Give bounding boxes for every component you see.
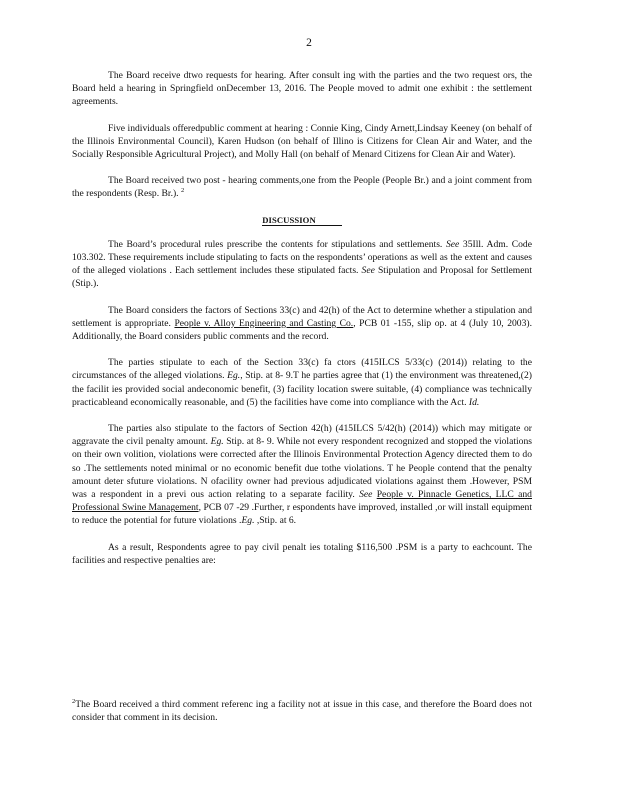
citation-signal: See (445, 238, 460, 250)
paragraph-procedural-rules (72, 238, 532, 291)
text-segment: The Board considers the factors of Sections 33(c) and 42(h) of the Act to determine whether a stipulation and settlement is appropriate. (72, 304, 532, 329)
paragraph-hearing: The Board receive dtwo requests for hearing. After consult ing with the parties and the two request ors, the Board held a hearing in Springfield onDecember 13, 2016. The People moved to admit one exhibit : the settlement agreements. (72, 70, 532, 108)
case-citation: People v. Alloy Engineering and Casting Co. (174, 317, 354, 329)
document-body (72, 69, 532, 580)
text-segment: The parties also stipulate to the factors of Section 42(h) (415ILCS 5/42(h) (2014)) which may mitigate or aggravate the civil penalty amount. (72, 423, 532, 448)
paragraph-section-33c (72, 356, 532, 409)
paragraph-factors (72, 304, 532, 344)
citation-signal: See (361, 265, 375, 277)
text-segment: , Stip. at 8- 9.T he parties agree that (1) the environment was threatened,(2) the facilit ies provided social andeconomic benefit, (3) facility location swere suitable, (4) compliance was technically practicableand economically reasonable, and (5) the facilities have come into compliance with the Act. (72, 370, 532, 408)
paragraph-post-hearing-comments (72, 174, 532, 200)
citation-signal: Eg. (210, 436, 224, 448)
paragraph-section-42h (72, 422, 532, 528)
text-segment: , PCB 01 -155, slip op. at 4 (July 10, 2003). Additionally, the Board considers public comments and the record. (72, 317, 532, 343)
citation-signal: See (359, 489, 373, 501)
paragraph-public-comment: Five individuals offeredpublic comment at hearing : Connie King, Cindy Arnett,Lindsay Keeney (on behalf of the Illinois Environmental Council), Karen Hudson (on behalf of Illino is Citizens for Clean Air and Water, and the Socially Responsible Agricultural Project), and Molly Hall (on behalf of Menard Citizens for Clean Air and Water). (72, 122, 532, 161)
citation-signal: Id. (468, 396, 480, 408)
text-segment: The parties stipulate to each of the Section 33(c) fa ctors (415ILCS 5/33(c) (2014)) relating to the circumstances of the alleged violations. (72, 357, 532, 382)
footnote-text: The Board received a third comment referenc ing a facility not at issue in this case, and therefore the Board does not consider that comment in its decision. (72, 699, 532, 724)
text-segment: Stipulation and Proposal for Settlement (Stip.). (72, 265, 532, 290)
post-hearing-text: The Board received two post - hearing comments,one from the People (People Br.) and a joint comment from the respondents (Resp. Br.). (72, 175, 532, 200)
citation-signal: Eg. (227, 370, 241, 382)
footnote-reference: 2 (181, 187, 185, 195)
section-heading (72, 214, 532, 227)
case-citation: People v. Pinnacle Genetics, LLC and Professional Swine Management (72, 489, 532, 514)
paragraph-penalties: As a result, Respondents agree to pay civil penalt ies totaling $116,500 .PSM is a party to eachcount. The facilities and respective penalties are: (72, 541, 532, 566)
discussion-heading: DISCUSSION (262, 215, 342, 226)
text-segment: , PCB 07 -29 .Further, r espondents have improved, installed ,or will install equipment to reduce the potential for future violations . (72, 502, 533, 527)
text-segment: Stip. at 8- 9. While not every respondent recognized and stopped the violations on their own volition, violations were corrected after the Illinois Environmental Protection Agency directed them to do so .The settlements noted minimal or no economic benefit due tothe violations. T he People contend that the penalty amount deter sfuture violations. N ofacility owner had previous adjudicated violations against them .However, PSM was a respondent in a previ ous action relating to a separate facility. (72, 436, 532, 501)
citation-signal: Eg. (241, 515, 255, 527)
text-segment: The Board’s procedural rules prescribe the contents for stipulations and settlements. (108, 238, 443, 250)
footnote-marker: 2 (72, 697, 76, 705)
page-number: 2 (306, 37, 312, 49)
text-segment: ,Stip. at 6. (256, 515, 297, 527)
footnote (72, 698, 532, 724)
text-segment: 35Ill. Adm. Code 103.302. These requirements include stipulating to facts on the respondents’ operations as well as the extent and causes of the alleged violations . Each settlement includes these stipulated facts. (72, 238, 532, 277)
